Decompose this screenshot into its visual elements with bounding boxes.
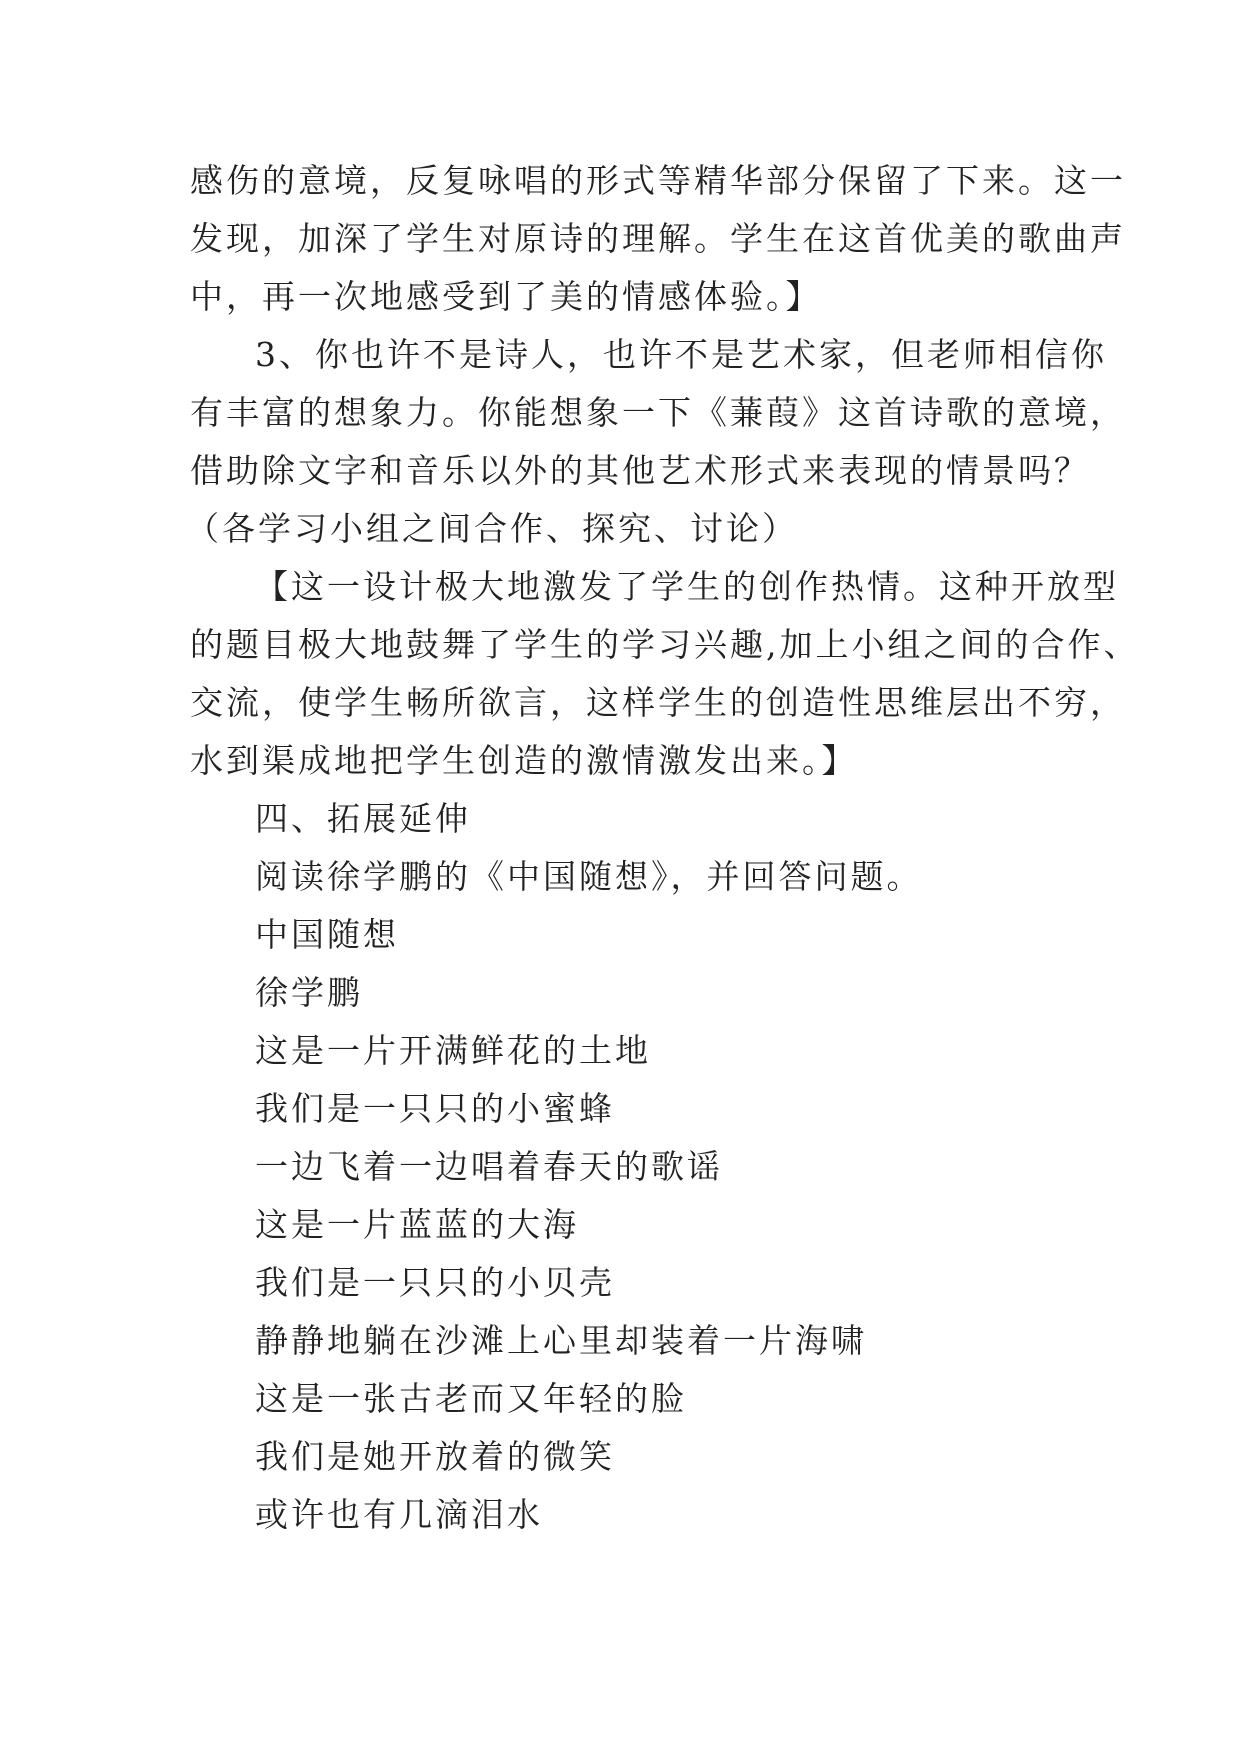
- paragraph-line: 发现，加深了学生对原诗的理解。学生在这首优美的歌曲声: [190, 219, 1126, 258]
- poem-line: 一边飞着一边唱着春天的歌谣: [255, 1147, 723, 1186]
- poem-line: 这是一张古老而又年轻的脸: [255, 1379, 687, 1418]
- paragraph-line: 借助除文字和音乐以外的其他艺术形式来表现的情景吗？: [190, 451, 1090, 490]
- paragraph-line: 【这一设计极大地激发了学生的创作热情。这种开放型: [255, 567, 1119, 606]
- poem-line: 我们是一只只的小蜜蜂: [255, 1089, 615, 1128]
- paragraph-line: 的题目极大地鼓舞了学生的学习兴趣,加上小组之间的合作、: [190, 625, 1140, 664]
- paragraph-line: 交流，使学生畅所欲言，这样学生的创造性思维层出不穷，: [190, 683, 1126, 722]
- poem-author: 徐学鹏: [255, 973, 363, 1012]
- paragraph-line: （各学习小组之间合作、探究、讨论）: [186, 509, 798, 548]
- paragraph-line: 水到渠成地把学生创造的激情激发出来。】: [190, 741, 858, 780]
- poem-line: 我们是一只只的小贝壳: [255, 1263, 615, 1302]
- poem-line: 静静地躺在沙滩上心里却装着一片海啸: [255, 1321, 867, 1360]
- poem-line: 这是一片蓝蓝的大海: [255, 1205, 579, 1244]
- poem-line: 或许也有几滴泪水: [255, 1495, 543, 1534]
- poem-title: 中国随想: [255, 915, 399, 954]
- section-heading: 四、拓展延伸: [255, 799, 471, 838]
- paragraph-line: 有丰富的想象力。你能想象一下《蒹葭》这首诗歌的意境，: [190, 393, 1126, 432]
- poem-line: 我们是她开放着的微笑: [255, 1437, 615, 1476]
- paragraph-line: 中，再一次地感受到了美的情感体验。】: [190, 277, 822, 316]
- paragraph-line: 感伤的意境，反复咏唱的形式等精华部分保留了下来。这一: [190, 161, 1126, 200]
- poem-line: 这是一片开满鲜花的土地: [255, 1031, 651, 1070]
- paragraph-line: 阅读徐学鹏的《中国随想》，并回答问题。: [255, 857, 923, 896]
- paragraph-line: 3、你也许不是诗人，也许不是艺术家，但老师相信你: [255, 335, 1107, 374]
